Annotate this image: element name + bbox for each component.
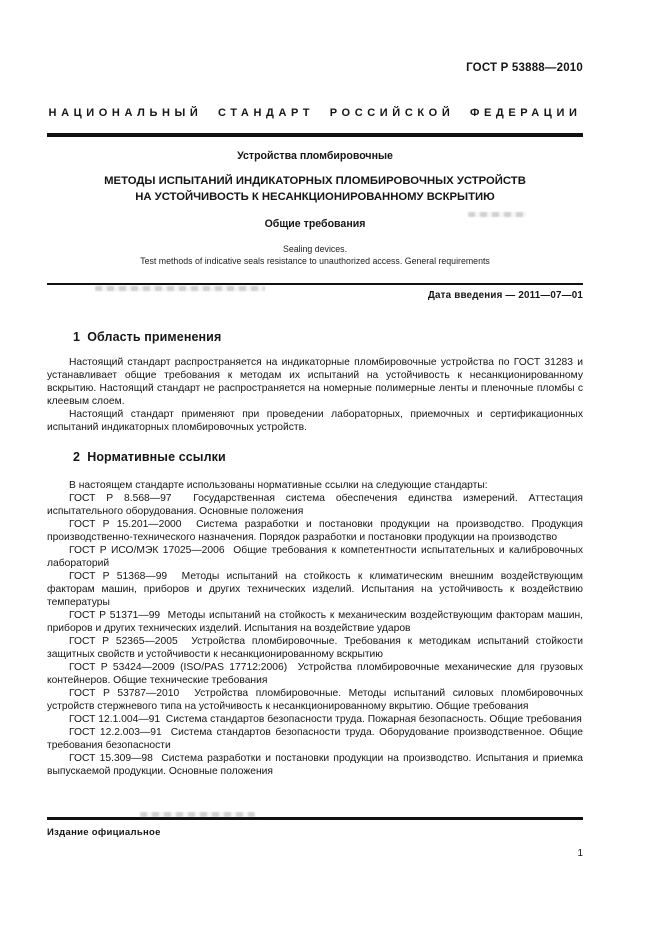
- section-references-heading: 2 Нормативные ссылки: [73, 450, 226, 464]
- doc-number: ГОСТ Р 53888—2010: [466, 62, 583, 74]
- reference-item: ГОСТ 15.309—98 Система разработки и постановки продукции на производство. Испытания и приемка выпускаемой продукции. Основные положения: [47, 753, 583, 777]
- footer-rule: [47, 817, 583, 820]
- scope-paragraph: Настоящий стандарт распространяется на индикаторные пломбировочные устройства по ГОСТ 31283 и устанавливает общие требования к методам их испытаний на устойчивость к несанкционированному вскрытию. Настоящий стандарт не распространяется на номерные полимерные ленты и пленочные пломбы с клеевым слоем.: [47, 357, 583, 407]
- scan-artifact: [140, 812, 255, 817]
- reference-item: ГОСТ Р 8.568—97 Государственная система обеспечения единства измерений. Аттестация испытательного оборудования. Основные положения: [47, 493, 583, 517]
- main-title-line-2: НА УСТОЙЧИВОСТЬ К НЕСАНКЦИОНИРОВАННОМУ ВСКРЫТИЮ: [135, 191, 495, 203]
- reference-item: ГОСТ Р 53424—2009 (ISO/PAS 17712:2006) Устройства пломбировочные механические для грузовых контейнеров. Общие технические требования: [47, 662, 583, 686]
- reference-item: ГОСТ 12.1.004—91 Система стандартов безопасности труда. Пожарная безопасность. Общие требования: [69, 714, 582, 725]
- english-title-line-1: Sealing devices.: [282, 244, 348, 254]
- national-standard-banner: НАЦИОНАЛЬНЫЙ СТАНДАРТ РОССИЙСКОЙ ФЕДЕРАЦИИ: [48, 107, 582, 119]
- reference-item: ГОСТ Р 52365—2005 Устройства пломбировочные. Требования к методикам испытаний стойкости защитных свойств и устойчивости к несанкционированному вскрытию: [47, 636, 583, 660]
- reference-item: ГОСТ Р 51371—99 Методы испытаний на стойкость к механическим воздействующим факторам машин, приборов и других технических изделий. Испытания на воздействие ударов: [47, 610, 583, 634]
- reference-item: ГОСТ Р 53787—2010 Устройства пломбировочные. Методы испытаний силовых пломбировочных устройств стержневого типа на устойчивость к несанкционированному вкрытию. Общие требования: [47, 688, 583, 712]
- reference-item: ГОСТ Р ИСО/МЭК 17025—2006 Общие требования к компетентности испытательных и калибровочных лабораторий: [47, 545, 583, 569]
- page-number: 1: [577, 848, 583, 859]
- subject-title: Устройства пломбировочные: [237, 150, 393, 162]
- subtitle: Общие требования: [264, 218, 366, 230]
- reference-item: ГОСТ Р 51368—99 Методы испытаний на стойкость к климатическим внешним воздействующим факторам машин, приборов и других технических изделий. Испытания на устойчивость к воздействию температуры: [47, 571, 583, 608]
- references-intro: В настоящем стандарте использованы нормативные ссылки на следующие стандарты:: [69, 480, 488, 491]
- reference-item: ГОСТ Р 15.201—2000 Система разработки и постановки продукции на производство. Продукция производственно-технического назначения. Порядок разработки и постановки продукции на производство: [47, 519, 583, 543]
- separator-rule: [47, 283, 583, 285]
- official-edition-note: Издание официальное: [47, 827, 161, 838]
- effective-date: Дата введения — 2011—07—01: [427, 290, 583, 301]
- scope-paragraph: Настоящий стандарт применяют при проведении лабораторных, приемочных и сертификационных испытаний индикаторных пломбировочных устройств.: [47, 409, 583, 433]
- document-body: [47, 325, 583, 778]
- header-rule: [47, 133, 583, 137]
- main-title: [47, 173, 583, 205]
- english-title: [47, 243, 583, 267]
- scan-artifact: [468, 212, 526, 217]
- section-scope-heading: 1 Область применения: [73, 330, 222, 344]
- english-title-line-2: Test methods of indicative seals resistance to unauthorized access. General requirements: [140, 256, 490, 266]
- main-title-line-1: МЕТОДЫ ИСПЫТАНИЙ ИНДИКАТОРНЫХ ПЛОМБИРОВОЧНЫХ УСТРОЙСТВ: [104, 175, 526, 187]
- reference-item: ГОСТ 12.2.003—91 Система стандартов безопасности труда. Оборудование производственное. Общие требования безопасности: [47, 727, 583, 751]
